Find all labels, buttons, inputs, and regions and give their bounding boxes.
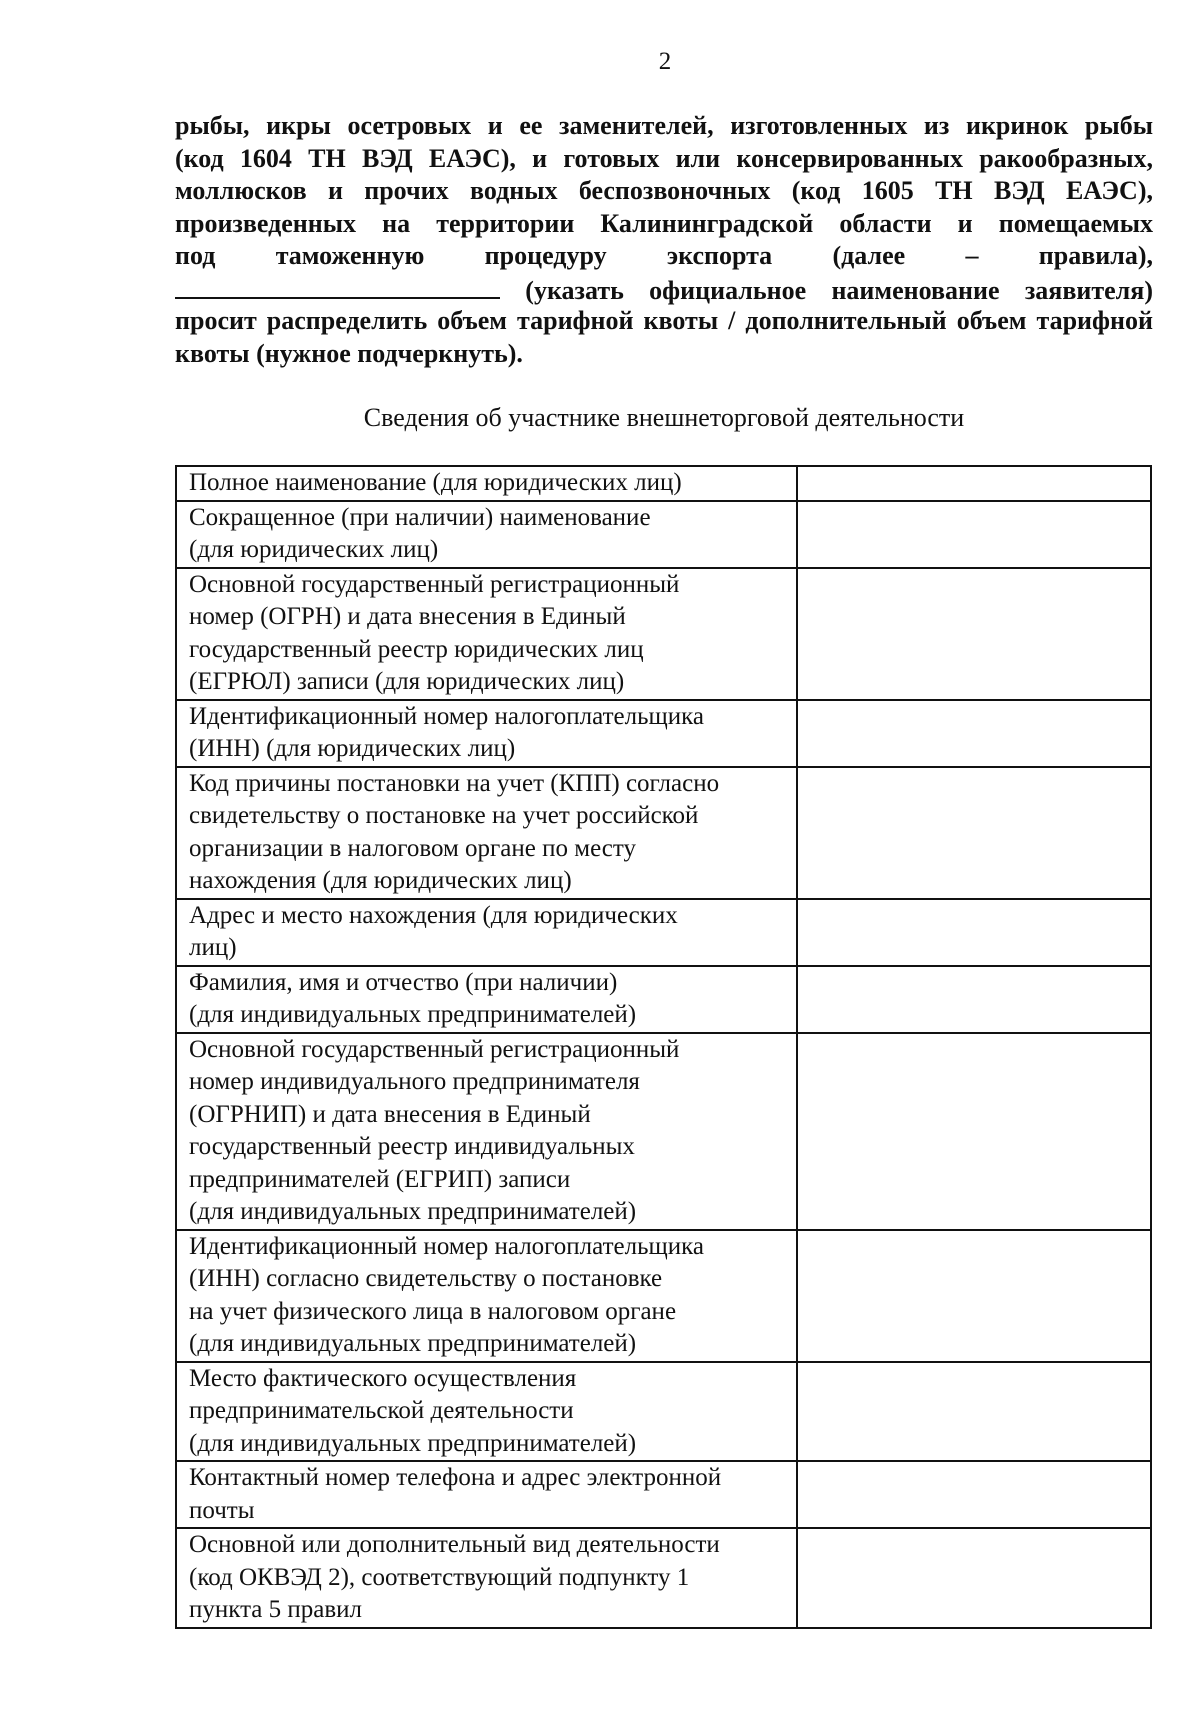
row-label-cell	[176, 1528, 797, 1628]
row-label-cell	[176, 466, 797, 501]
row-label: Основной государственный регистрационный номер индивидуального предпринимателя (ОГРНИП) и дата внесения в Единый государственный реестр индивидуальных предпринимателей (ЕГРИП) записи (для индивидуальных предпринимателей)	[189, 1035, 680, 1225]
section-title: Сведения об участнике внешнеторговой деятельности	[363, 403, 965, 432]
table-row	[176, 1461, 1151, 1528]
row-label-cell	[176, 1362, 797, 1462]
row-label: Основной государственный регистрационный номер (ОГРН) и дата внесения в Единый государственный реестр юридических лиц (ЕГРЮЛ) записи (для юридических лиц)	[189, 570, 680, 695]
intro-line: произведенных на территории Калининградской области и помещаемых	[175, 208, 1153, 238]
row-value-field[interactable]	[797, 501, 1151, 568]
row-value-field[interactable]	[797, 1461, 1151, 1528]
table-row	[176, 1528, 1151, 1628]
row-label: Код причины постановки на учет (КПП) согласно свидетельству о постановке на учет российской организации в налоговом органе по месту нахождения (для юридических лиц)	[189, 769, 720, 894]
row-value-field[interactable]	[797, 966, 1151, 1033]
table-row	[176, 700, 1151, 767]
table-row	[176, 1230, 1151, 1362]
row-label-cell	[176, 700, 797, 767]
row-label: Полное наименование (для юридических лиц)	[189, 469, 682, 496]
page-number: 2	[658, 48, 672, 75]
row-label-cell	[176, 966, 797, 1033]
row-label-cell	[176, 1033, 797, 1230]
row-label-cell	[176, 1230, 797, 1362]
row-label: Контактный номер телефона и адрес электронной почты	[189, 1464, 722, 1524]
intro-line: просит распределить объем тарифной квоты / дополнительный объем тарифной	[175, 306, 1153, 335]
applicant-hint: (указать официальное наименование заявителя)	[525, 275, 1153, 305]
table-row	[176, 1362, 1151, 1462]
row-value-field[interactable]	[797, 700, 1151, 767]
participant-info-table	[175, 465, 1152, 1629]
table-row	[176, 899, 1151, 966]
table-row	[176, 767, 1151, 899]
row-label-cell	[176, 899, 797, 966]
row-value-field[interactable]	[797, 767, 1151, 899]
table-row	[176, 501, 1151, 568]
table-row	[176, 966, 1151, 1033]
row-label-cell	[176, 767, 797, 899]
row-label: Сокращенное (при наличии) наименование (для юридических лиц)	[189, 503, 651, 563]
table-row	[176, 568, 1151, 700]
row-label: Фамилия, имя и отчество (при наличии) (для индивидуальных предпринимателей)	[189, 968, 637, 1028]
applicant-name-blank[interactable]	[175, 273, 500, 299]
intro-line: моллюсков и прочих водных беспозвоночных (код 1605 ТН ВЭД ЕАЭС),	[175, 176, 1153, 205]
intro-line-applicant	[175, 273, 1153, 306]
row-value-field[interactable]	[797, 1230, 1151, 1362]
intro-line: квоты (нужное подчеркнуть).	[175, 338, 523, 368]
row-label: Идентификационный номер налогоплательщика (ИНН) (для юридических лиц)	[189, 702, 705, 762]
row-label: Идентификационный номер налогоплательщика (ИНН) согласно свидетельству о постановке на учет физического лица в налоговом органе (для индивидуальных предпринимателей)	[189, 1232, 705, 1357]
intro-line: под таможенную процедуру экспорта (далее – правила),	[175, 241, 1153, 270]
table-row	[176, 466, 1151, 501]
row-value-field[interactable]	[797, 568, 1151, 700]
row-label: Основной или дополнительный вид деятельности (код ОКВЭД 2), соответствующий подпункту 1 пункта 5 правил	[189, 1531, 720, 1623]
row-label-cell	[176, 1461, 797, 1528]
row-value-field[interactable]	[797, 466, 1151, 501]
intro-line: рыбы, икры осетровых и ее заменителей, изготовленных из икринок рыбы	[175, 111, 1153, 140]
intro-line: (код 1604 ТН ВЭД ЕАЭС), и готовых или консервированных ракообразных,	[175, 143, 1153, 173]
table-row	[176, 1033, 1151, 1230]
row-value-field[interactable]	[797, 1528, 1151, 1628]
row-label-cell	[176, 568, 797, 700]
row-label: Место фактического осуществления предпринимательской деятельности (для индивидуальных предпринимателей)	[189, 1364, 637, 1457]
row-value-field[interactable]	[797, 1362, 1151, 1462]
row-value-field[interactable]	[797, 899, 1151, 966]
intro-paragraph	[175, 110, 1153, 370]
row-value-field[interactable]	[797, 1033, 1151, 1230]
row-label: Адрес и место нахождения (для юридических лиц)	[189, 901, 678, 961]
row-label-cell	[176, 501, 797, 568]
